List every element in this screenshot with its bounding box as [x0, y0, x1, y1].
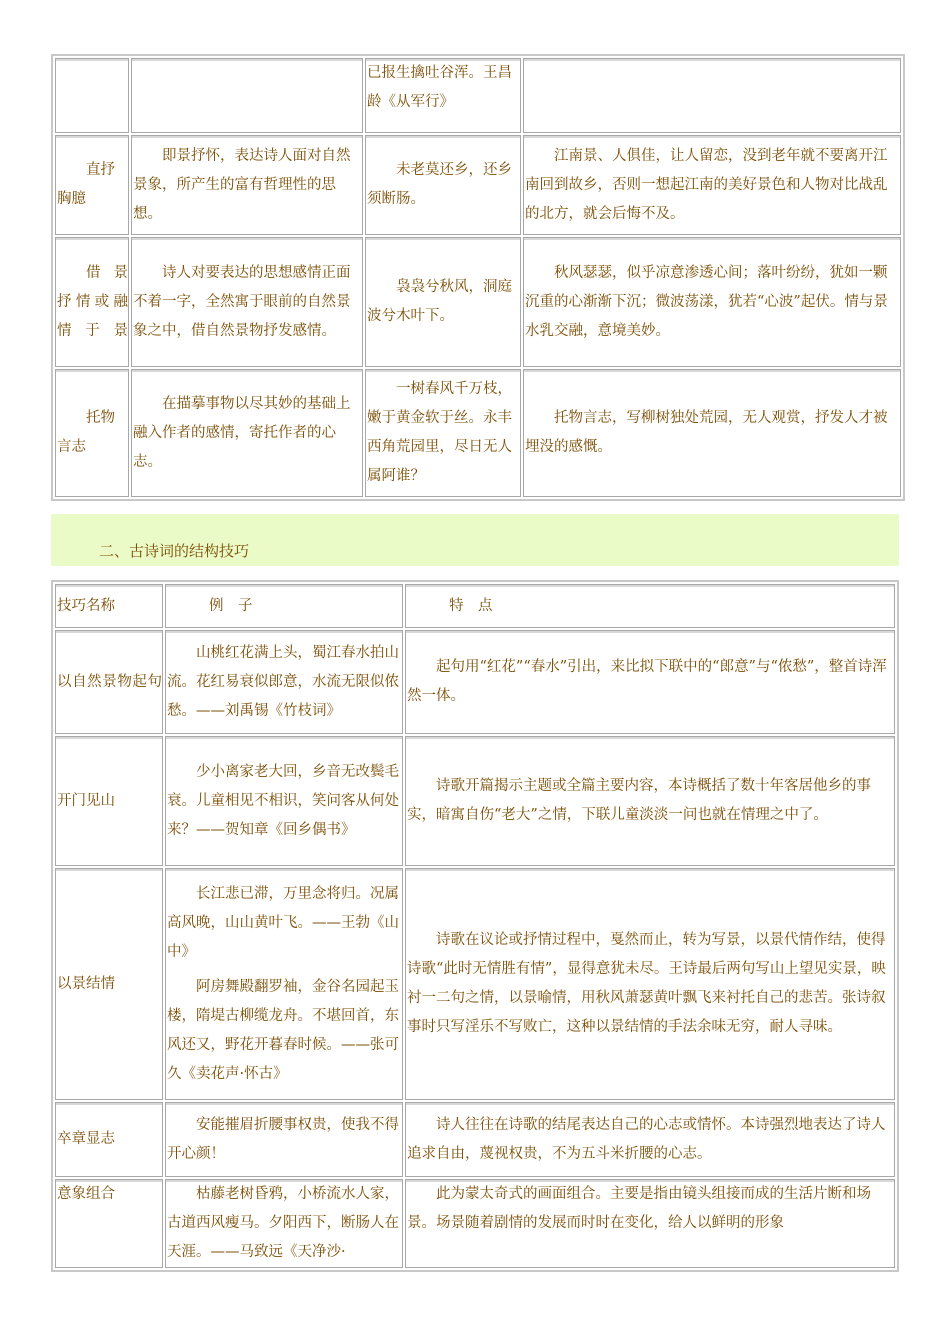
technique-name: 以自然景物起句	[55, 630, 163, 734]
table-row	[55, 135, 901, 235]
technique-name: 托物言志	[55, 369, 129, 497]
feature: 此为蒙太奇式的画面组合。主要是指由镜头组接而成的生活片断和场景。场景随着剧情的发展而时时在变化，给人以鲜明的形象	[405, 1179, 895, 1268]
header-feature: 特 点	[405, 584, 895, 628]
technique-description: 即景抒怀，表达诗人面对自然景象，所产生的富有哲理性的思想。	[131, 135, 363, 235]
technique-name: 以景结情	[55, 868, 163, 1100]
header-example: 例 子	[165, 584, 403, 628]
feature: 起句用“红花”“春水”引出，来比拟下联中的“郎意”与“侬愁”，整首诗浑然一体。	[405, 630, 895, 734]
technique-name	[55, 58, 129, 133]
table-row	[55, 736, 895, 866]
technique-name: 卒章显志	[55, 1102, 163, 1177]
poem-example: 已报生擒吐谷浑。王昌龄《从军行》	[365, 58, 521, 133]
analysis: 托物言志，写柳树独处荒园，无人观赏，抒发人才被埋没的感慨。	[523, 369, 901, 497]
poem-example: 少小离家老大回，乡音无改鬓毛衰。儿童相见不相识，笑问客从何处来？——贺知章《回乡偶书》	[165, 736, 403, 866]
technique-name: 意象组合	[55, 1179, 163, 1268]
table-row	[55, 58, 901, 133]
table-row	[55, 1102, 895, 1177]
feature: 诗歌在议论或抒情过程中，戛然而止，转为写景，以景代情作结，使得诗歌“此时无情胜有情”，显得意犹未尽。王诗最后两句写山上望见实景，映衬一二句之情，以景喻情，用秋风萧瑟黄叶飘飞来衬托自己的悲苦。张诗叙事时只写淫乐不写败亡，这种以景结情的手法余味无穷，耐人寻味。	[405, 868, 895, 1100]
poem-example: 长江悲已滞，万里念将归。况属高风晚，山山黄叶飞。——王勃《山中》 阿房舞殿翻罗袖，金谷名园起玉楼，隋堤古柳缆龙舟。不堪回首，东风还又，野花开暮春时候。——张可久《卖花声·怀古》	[165, 868, 403, 1100]
poem-example: 山桃红花满上头，蜀江春水拍山流。花红易衰似郎意，水流无限似侬愁。——刘禹锡《竹枝词》	[165, 630, 403, 734]
techniques-table-1	[51, 54, 905, 501]
poem-example: 安能摧眉折腰事权贵，使我不得开心颜！	[165, 1102, 403, 1177]
table-row	[55, 868, 895, 1100]
table-row	[55, 369, 901, 497]
poem-example: 袅袅兮秋风，洞庭波兮木叶下。	[365, 237, 521, 367]
table-row	[55, 1179, 895, 1268]
technique-description: 诗人对要表达的思想感情正面不着一字，全然寓于眼前的自然景象之中，借自然景物抒发感情。	[131, 237, 363, 367]
poem-example: 未老莫还乡，还乡须断肠。	[365, 135, 521, 235]
header-name: 技巧名称	[55, 584, 163, 628]
analysis	[523, 58, 901, 133]
table-row	[55, 237, 901, 367]
structure-techniques-table	[51, 580, 899, 1272]
poem-example: 枯藤老树昏鸦，小桥流水人家，古道西风瘦马。夕阳西下，断肠人在天涯。——马致远《天净沙·	[165, 1179, 403, 1268]
technique-description	[131, 58, 363, 133]
feature: 诗人往往在诗歌的结尾表达自己的心志或情怀。本诗强烈地表达了诗人追求自由，蔑视权贵，不为五斗米折腰的心志。	[405, 1102, 895, 1177]
technique-name: 直抒胸臆	[55, 135, 129, 235]
analysis: 江南景、人俱佳，让人留恋，没到老年就不要离开江南回到故乡，否则一想起江南的美好景色和人物对比战乱的北方，就会后悔不及。	[523, 135, 901, 235]
section-heading-band	[51, 514, 899, 566]
section-heading: 二、古诗词的结构技巧	[99, 542, 250, 560]
poem-example: 一树春风千万枝，嫩于黄金软于丝。永丰西角荒园里，尽日无人属阿谁？	[365, 369, 521, 497]
table-header-row	[55, 584, 895, 628]
technique-name: 开门见山	[55, 736, 163, 866]
technique-name: 借景抒情或融情于景	[55, 237, 129, 367]
table-row	[55, 630, 895, 734]
feature: 诗歌开篇揭示主题或全篇主要内容，本诗概括了数十年客居他乡的事实，暗寓自伤“老大”之情，下联儿童淡淡一问也就在情理之中了。	[405, 736, 895, 866]
analysis: 秋风瑟瑟，似乎凉意渗透心间；落叶纷纷，犹如一颗沉重的心渐渐下沉；微波荡漾，犹若“心波”起伏。情与景水乳交融，意境美妙。	[523, 237, 901, 367]
technique-description: 在描摹事物以尽其妙的基础上融入作者的感情，寄托作者的心志。	[131, 369, 363, 497]
